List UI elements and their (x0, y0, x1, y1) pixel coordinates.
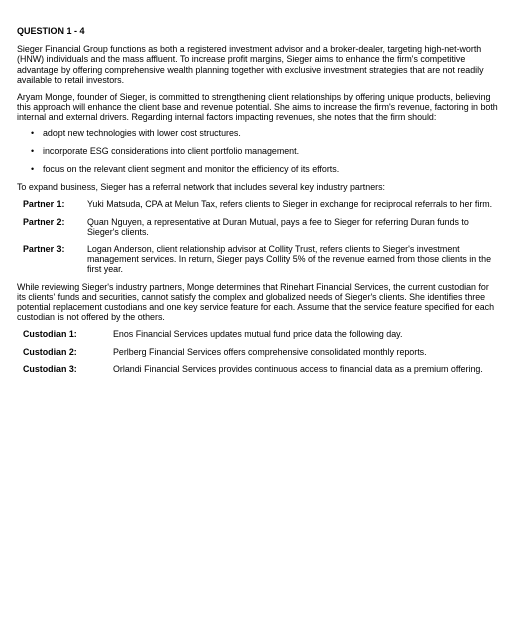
list-item-text: focus on the relevant client segment and monitor the efficiency of its efforts. (43, 164, 340, 175)
list-item (17, 146, 499, 156)
internal-factors-list (17, 128, 499, 175)
bullet-icon: • (31, 164, 35, 175)
referral-paragraph: To expand business, Sieger has a referral network that includes several key industry partners: (17, 182, 386, 193)
partner-3-entry (17, 244, 499, 275)
bullet-icon: • (31, 145, 35, 156)
partner-2-label: Partner 2: (23, 216, 65, 227)
partner-1-entry (17, 199, 499, 209)
custodian-3-entry (17, 364, 499, 374)
custodian-2-label: Custodian 2: (23, 346, 77, 357)
custodian-1-label: Custodian 1: (23, 329, 77, 340)
founder-paragraph: Aryam Monge, founder of Sieger, is committed to strengthening client relationships by offering unique products, believing this approach will enhance the client base and revenue potential. She aims to increase the firm's revenue, factoring in both internal and external drivers. Regarding internal factors impacting revenues, she notes that the firm should: (17, 92, 498, 123)
question-document (17, 26, 499, 381)
bullet-icon: • (31, 127, 35, 138)
custodian-2-entry (17, 347, 499, 357)
custodian-paragraph: While reviewing Sieger's industry partners, Monge determines that Rinehart Financial Services, the current custodian for its clients' funds and securities, cannot satisfy the complex and globalized needs of Sieger's clients. She identifies three potential replacement custodians and one key service feature for each. Assume that the service feature specified for each custodian is not offered by the others. (17, 281, 495, 323)
list-item (17, 164, 499, 174)
custodian-2-description: Perlberg Financial Services offers comprehensive consolidated monthly reports. (113, 346, 427, 357)
partner-3-label: Partner 3: (23, 244, 65, 255)
partner-1-label: Partner 1: (23, 199, 65, 210)
custodian-3-description: Orlandi Financial Services provides continuous access to financial data as a premium offering. (113, 363, 483, 374)
custodian-1-description: Enos Financial Services updates mutual fund price data the following day. (113, 329, 403, 340)
custodian-3-label: Custodian 3: (23, 363, 77, 374)
partner-3-description: Logan Anderson, client relationship advisor at Collity Trust, refers clients to Sieger's investment management services. In return, Sieger pays Collity 5% of the revenue earned from those clients in the first year. (87, 244, 492, 275)
list-item-text: adopt new technologies with lower cost structures. (43, 127, 241, 138)
intro-paragraph: Sieger Financial Group functions as both a registered investment advisor and a broker-dealer, targeting high-net-worth (HNW) individuals and the mass affluent. To increase profit margins, Sieger aims to enhance the firm's competitive advantage by offering comprehensive wealth planning together with exclusive investment strategies that are not readily available to retail investors. (17, 44, 484, 85)
partner-1-description: Yuki Matsuda, CPA at Melun Tax, refers clients to Sieger in exchange for reciprocal referrals to her firm. (87, 199, 493, 210)
partner-2-entry (17, 217, 499, 237)
list-item (17, 128, 499, 138)
list-item-text: incorporate ESG considerations into client portfolio management. (43, 145, 300, 156)
custodian-1-entry (17, 329, 499, 339)
partner-2-description: Quan Nguyen, a representative at Duran Mutual, pays a fee to Sieger for referring Duran funds to Sieger's clients. (87, 216, 469, 237)
question-title: QUESTION 1 - 4 (17, 26, 85, 36)
